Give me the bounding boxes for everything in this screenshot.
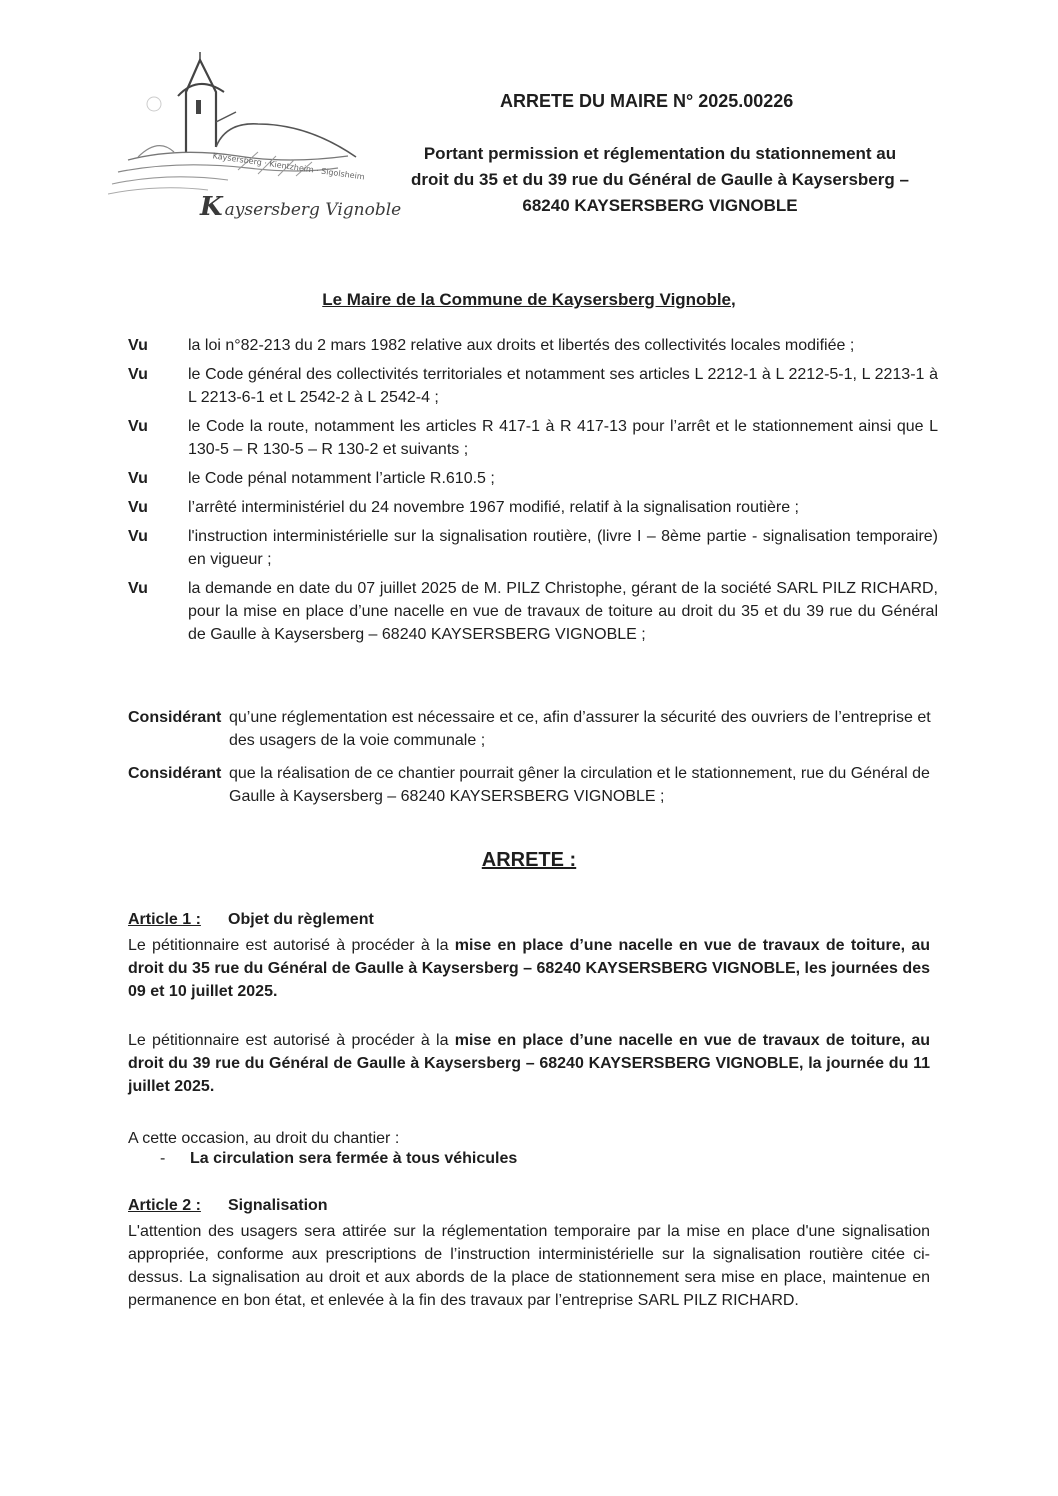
logo-caption: [200, 192, 402, 222]
article-2-heading: [128, 1197, 328, 1215]
subtitle-line: Portant permission et réglementation du stationnement au: [423, 144, 897, 163]
considerant-label: Considérant: [128, 765, 222, 782]
bullet-text: La circulation sera fermée à tous véhicules: [190, 1150, 518, 1167]
paragraph-bold: mise en place d’une nacelle en vue de travaux de toiture, au droit du 39 rue du Général de Gaulle à Kaysersberg – 68240 KAYSERSBERG VIGNOBLE, la journée du 11 juillet 2025.: [128, 1032, 930, 1095]
vu-text: la loi n°82-213 du 2 mars 1982 relative aux droits et libertés des collectivités locales modifiée ;: [188, 337, 855, 354]
paragraph-intro: Le pétitionnaire est autorisé à procéder à la: [128, 1032, 455, 1049]
considerant-label: Considérant: [128, 709, 222, 726]
considerant-item: [128, 706, 938, 752]
article-1-title: Objet du règlement: [228, 911, 374, 928]
vu-item: [128, 467, 938, 490]
vu-label: Vu: [128, 337, 148, 354]
municipality-logo: [108, 52, 402, 222]
article-2-title: Signalisation: [228, 1197, 328, 1214]
vu-item: [128, 334, 938, 357]
logo-name: aysersberg Vignoble: [224, 200, 402, 220]
decree-subtitle: [372, 141, 948, 219]
article-1-paragraph-1: [128, 934, 930, 1003]
vu-label: Vu: [128, 366, 148, 383]
vu-text: l'instruction interministérielle sur la signalisation routière, (livre I – 8ème partie - signalisation temporaire) en vigueur ;: [188, 528, 938, 568]
vu-item: [128, 525, 938, 571]
vu-item: [128, 415, 938, 461]
arrete-heading: ARRETE :: [481, 849, 577, 871]
vu-text: le Code général des collectivités territoriales et notamment ses articles L 2212-1 à L 2212-5-1, L 2213-1 à L 2213-6-1 et L 2542-2 à L 2542-4 ;: [188, 366, 938, 406]
considerant-text: que la réalisation de ce chantier pourrait gêner la circulation et le stationnement, rue du Général de Gaulle à Kaysersberg – 68240 KAYSERSBERG VIGNOBLE ;: [229, 765, 930, 805]
paragraph-bold: mise en place d’une nacelle en vue de travaux de toiture, au droit du 35 rue du Général de Gaulle à Kaysersberg – 68240 KAYSERSBERG VIGNOBLE, les journées des 09 et 10 juillet 2025.: [128, 937, 930, 1000]
article-2-number: Article 2 :: [128, 1197, 201, 1214]
vu-item: [128, 577, 938, 646]
article-1-bullet: [160, 1150, 517, 1168]
vu-label: Vu: [128, 418, 148, 435]
logo-initial: K: [200, 192, 223, 222]
mayor-heading: Le Maire de la Commune de Kaysersberg Vignoble,: [322, 290, 736, 309]
considerant-text: qu’une réglementation est nécessaire et ce, afin d’assurer la sécurité des ouvriers de l’entreprise et des usagers de la voie communale ;: [229, 709, 931, 749]
article-1-paragraph-2: [128, 1029, 930, 1098]
decree-title: ARRETE DU MAIRE N° 2025.00226: [500, 91, 794, 111]
considerant-list: [128, 706, 938, 818]
vu-label: Vu: [128, 499, 148, 516]
logo-villages: Kaysersberg · Kientzheim · Sigolsheim: [212, 151, 366, 182]
vu-text: le Code pénal notamment l’article R.610.5 ;: [188, 470, 495, 487]
vu-label: Vu: [128, 580, 148, 597]
subtitle-line: 68240 KAYSERSBERG VIGNOBLE: [522, 196, 798, 215]
paragraph-intro: Le pétitionnaire est autorisé à procéder à la: [128, 937, 455, 954]
bullet-dash: -: [160, 1150, 166, 1167]
vu-list: [128, 334, 938, 652]
vu-text: le Code la route, notamment les articles R 417-1 à R 417-13 pour l’arrêt et le stationnement ainsi que L 130-5 – R 130-5 – R 130-2 et suivants ;: [188, 418, 938, 458]
vu-label: Vu: [128, 528, 148, 545]
article-1-number: Article 1 :: [128, 911, 201, 928]
vu-text: la demande en date du 07 juillet 2025 de M. PILZ Christophe, gérant de la société SARL PILZ RICHARD, pour la mise en place d’une nacelle en vue de travaux de toiture au droit du 35 et du 39 rue du Général de Gaulle à Kaysersberg – 68240 KAYSERSBERG VIGNOBLE ;: [188, 580, 938, 643]
article-2-paragraph: L'attention des usagers sera attirée sur la réglementation temporaire par la mise en place d'une signalisation appropriée, conforme aux prescriptions de l’instruction interministérielle sur la signalisation routière citée ci-dessus. La signalisation au droit et aux abords de la place de stationnement sera mise en place, maintenue en permanence en bon état, et enlevée à la fin des travaux par l’entreprise SARL PILZ RICHARD.: [128, 1223, 930, 1309]
vu-label: Vu: [128, 470, 148, 487]
article-1-heading: [128, 911, 374, 929]
vu-text: l’arrêté interministériel du 24 novembre 1967 modifié, relatif à la signalisation routière ;: [188, 499, 799, 516]
article-1-occasion: A cette occasion, au droit du chantier :: [128, 1130, 400, 1147]
vu-item: [128, 363, 938, 409]
subtitle-line: droit du 35 et du 39 rue du Général de Gaulle à Kaysersberg –: [411, 170, 909, 189]
vu-item: [128, 496, 938, 519]
considerant-item: [128, 762, 938, 808]
